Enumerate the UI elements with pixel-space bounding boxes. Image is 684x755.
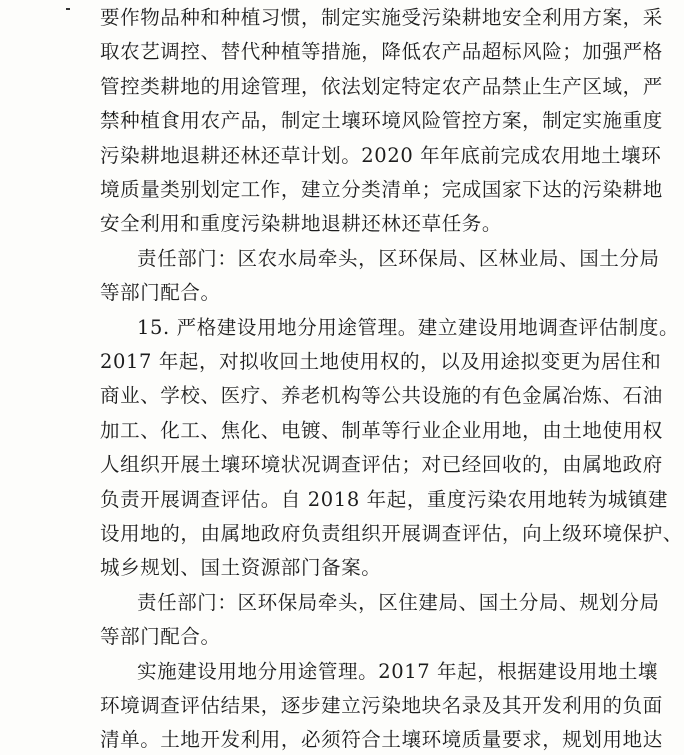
text-line: 管控类耕地的用途管理，依法划定特定农产品禁止生产区域，严 bbox=[100, 75, 663, 98]
text-line: 禁种植食用农产品，制定土壤环境风险管控方案，制定实施重度 bbox=[100, 109, 663, 132]
text-line: 加工、化工、焦化、电镀、制革等行业企业用地，由土地使用权 bbox=[100, 419, 663, 442]
text-line: 设用地的，由属地政府负责组织开展调查评估，向上级环境保护、 bbox=[100, 522, 683, 545]
text-line: 等部门配合。 bbox=[100, 281, 221, 304]
text-line: 人组织开展土壤环境状况调查评估；对已经回收的，由属地政府 bbox=[100, 453, 663, 476]
text-line: 安全利用和重度污染耕地退耕还林还草任务。 bbox=[100, 212, 503, 235]
text-line: 等部门配合。 bbox=[100, 625, 221, 648]
text-line: 2017 年起，对拟收回土地使用权的，以及用途拟变更为居住和 bbox=[100, 350, 662, 373]
text-line: 负责开展调查评估。自 2018 年起，重度污染农用地转为城镇建 bbox=[100, 488, 669, 511]
text-line: 商业、学校、医疗、养老机构等公共设施的有色金属冶炼、石油 bbox=[100, 384, 663, 407]
responsibility-line: 责任部门：区环保局牵头，区住建局、国土分局、规划分局 bbox=[137, 591, 660, 614]
text-line: 境质量类别划定工作，建立分类清单；完成国家下达的污染耕地 bbox=[100, 178, 663, 201]
text-line: 城乡规划、国土资源部门备案。 bbox=[100, 556, 382, 579]
section-heading-line: 15. 严格建设用地分用途管理。建立建设用地调查评估制度。 bbox=[137, 316, 680, 339]
scan-mark bbox=[66, 8, 70, 10]
responsibility-line: 责任部门：区农水局牵头，区环保局、区林业局、国土分局 bbox=[137, 247, 660, 270]
text-line: 污染耕地退耕还林还草计划。2020 年年底前完成农用地土壤环 bbox=[100, 144, 662, 167]
text-line: 取农艺调控、替代种植等措施，降低农产品超标风险；加强严格 bbox=[100, 40, 663, 63]
text-line: 环境调查评估结果，逐步建立污染地块名录及其开发利用的负面 bbox=[100, 694, 663, 717]
text-line: 要作物品种和种植习惯，制定实施受污染耕地安全利用方案，采 bbox=[100, 6, 663, 29]
text-line: 清单。土地开发利用，必须符合土壤环境质量要求，规划用地达 bbox=[100, 728, 663, 751]
paragraph-start-line: 实施建设用地分用途管理。2017 年起，根据建设用地土壤 bbox=[137, 660, 659, 683]
